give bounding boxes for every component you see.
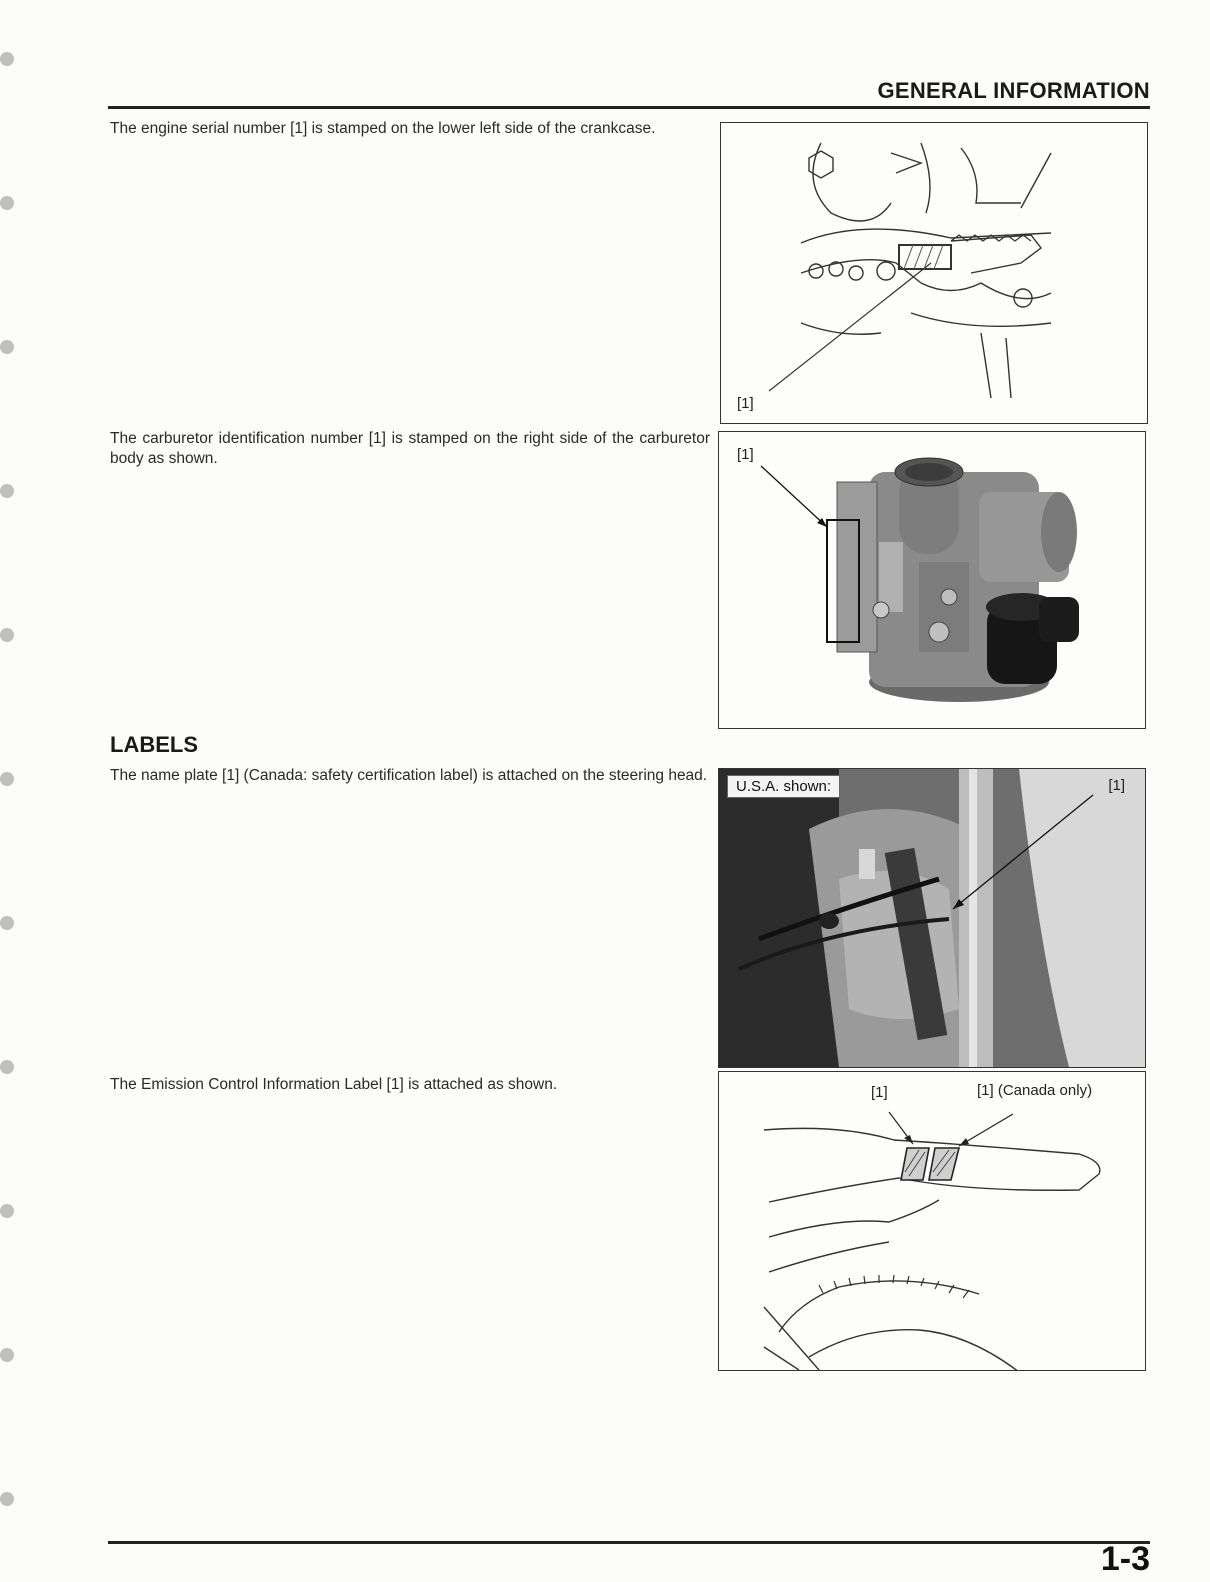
engine-crankcase-illustration — [721, 123, 1147, 423]
header-rule — [108, 106, 1150, 109]
page-number: 1-3 — [1100, 1540, 1150, 1578]
footer-rule — [108, 1541, 1150, 1544]
binder-hole — [0, 1204, 14, 1218]
binder-hole — [0, 340, 14, 354]
name-plate-text: The name plate [1] (Canada: safety certification label) is attached on the steering head. — [110, 767, 708, 784]
binder-hole — [0, 484, 14, 498]
usa-shown-tag: U.S.A. shown: — [727, 775, 840, 798]
fender-illustration — [719, 1072, 1145, 1370]
binder-hole — [0, 196, 14, 210]
binder-hole — [0, 1492, 14, 1506]
carburetor-id-text: The carburetor identification number [1] is stamped on the right side of the carburetor body as shown. — [110, 430, 710, 467]
name-plate-callout: [1] — [1108, 777, 1125, 794]
name-plate-figure — [718, 768, 1146, 1068]
binder-hole — [0, 916, 14, 930]
engine-serial-callout: [1] — [737, 395, 754, 412]
emission-label-figure — [718, 1071, 1146, 1371]
engine-serial-figure — [720, 122, 1148, 424]
carburetor-callout: [1] — [737, 446, 754, 463]
emission-label-canada-callout: [1] (Canada only) — [977, 1082, 1093, 1099]
binder-hole — [0, 628, 14, 642]
binder-hole — [0, 1060, 14, 1074]
section-title: GENERAL INFORMATION — [877, 78, 1150, 103]
emission-label-text: The Emission Control Information Label [1] is attached as shown. — [110, 1076, 558, 1093]
binder-hole — [0, 1348, 14, 1362]
labels-heading: LABELS — [110, 732, 198, 757]
steering-head-photo — [719, 769, 1145, 1067]
binder-hole — [0, 772, 14, 786]
binder-hole — [0, 52, 14, 66]
carburetor-photo — [719, 432, 1145, 728]
emission-label-callout: [1] — [871, 1084, 888, 1101]
carburetor-figure — [718, 431, 1146, 729]
engine-serial-text: The engine serial number [1] is stamped on the lower left side of the crankcase. — [110, 120, 656, 137]
